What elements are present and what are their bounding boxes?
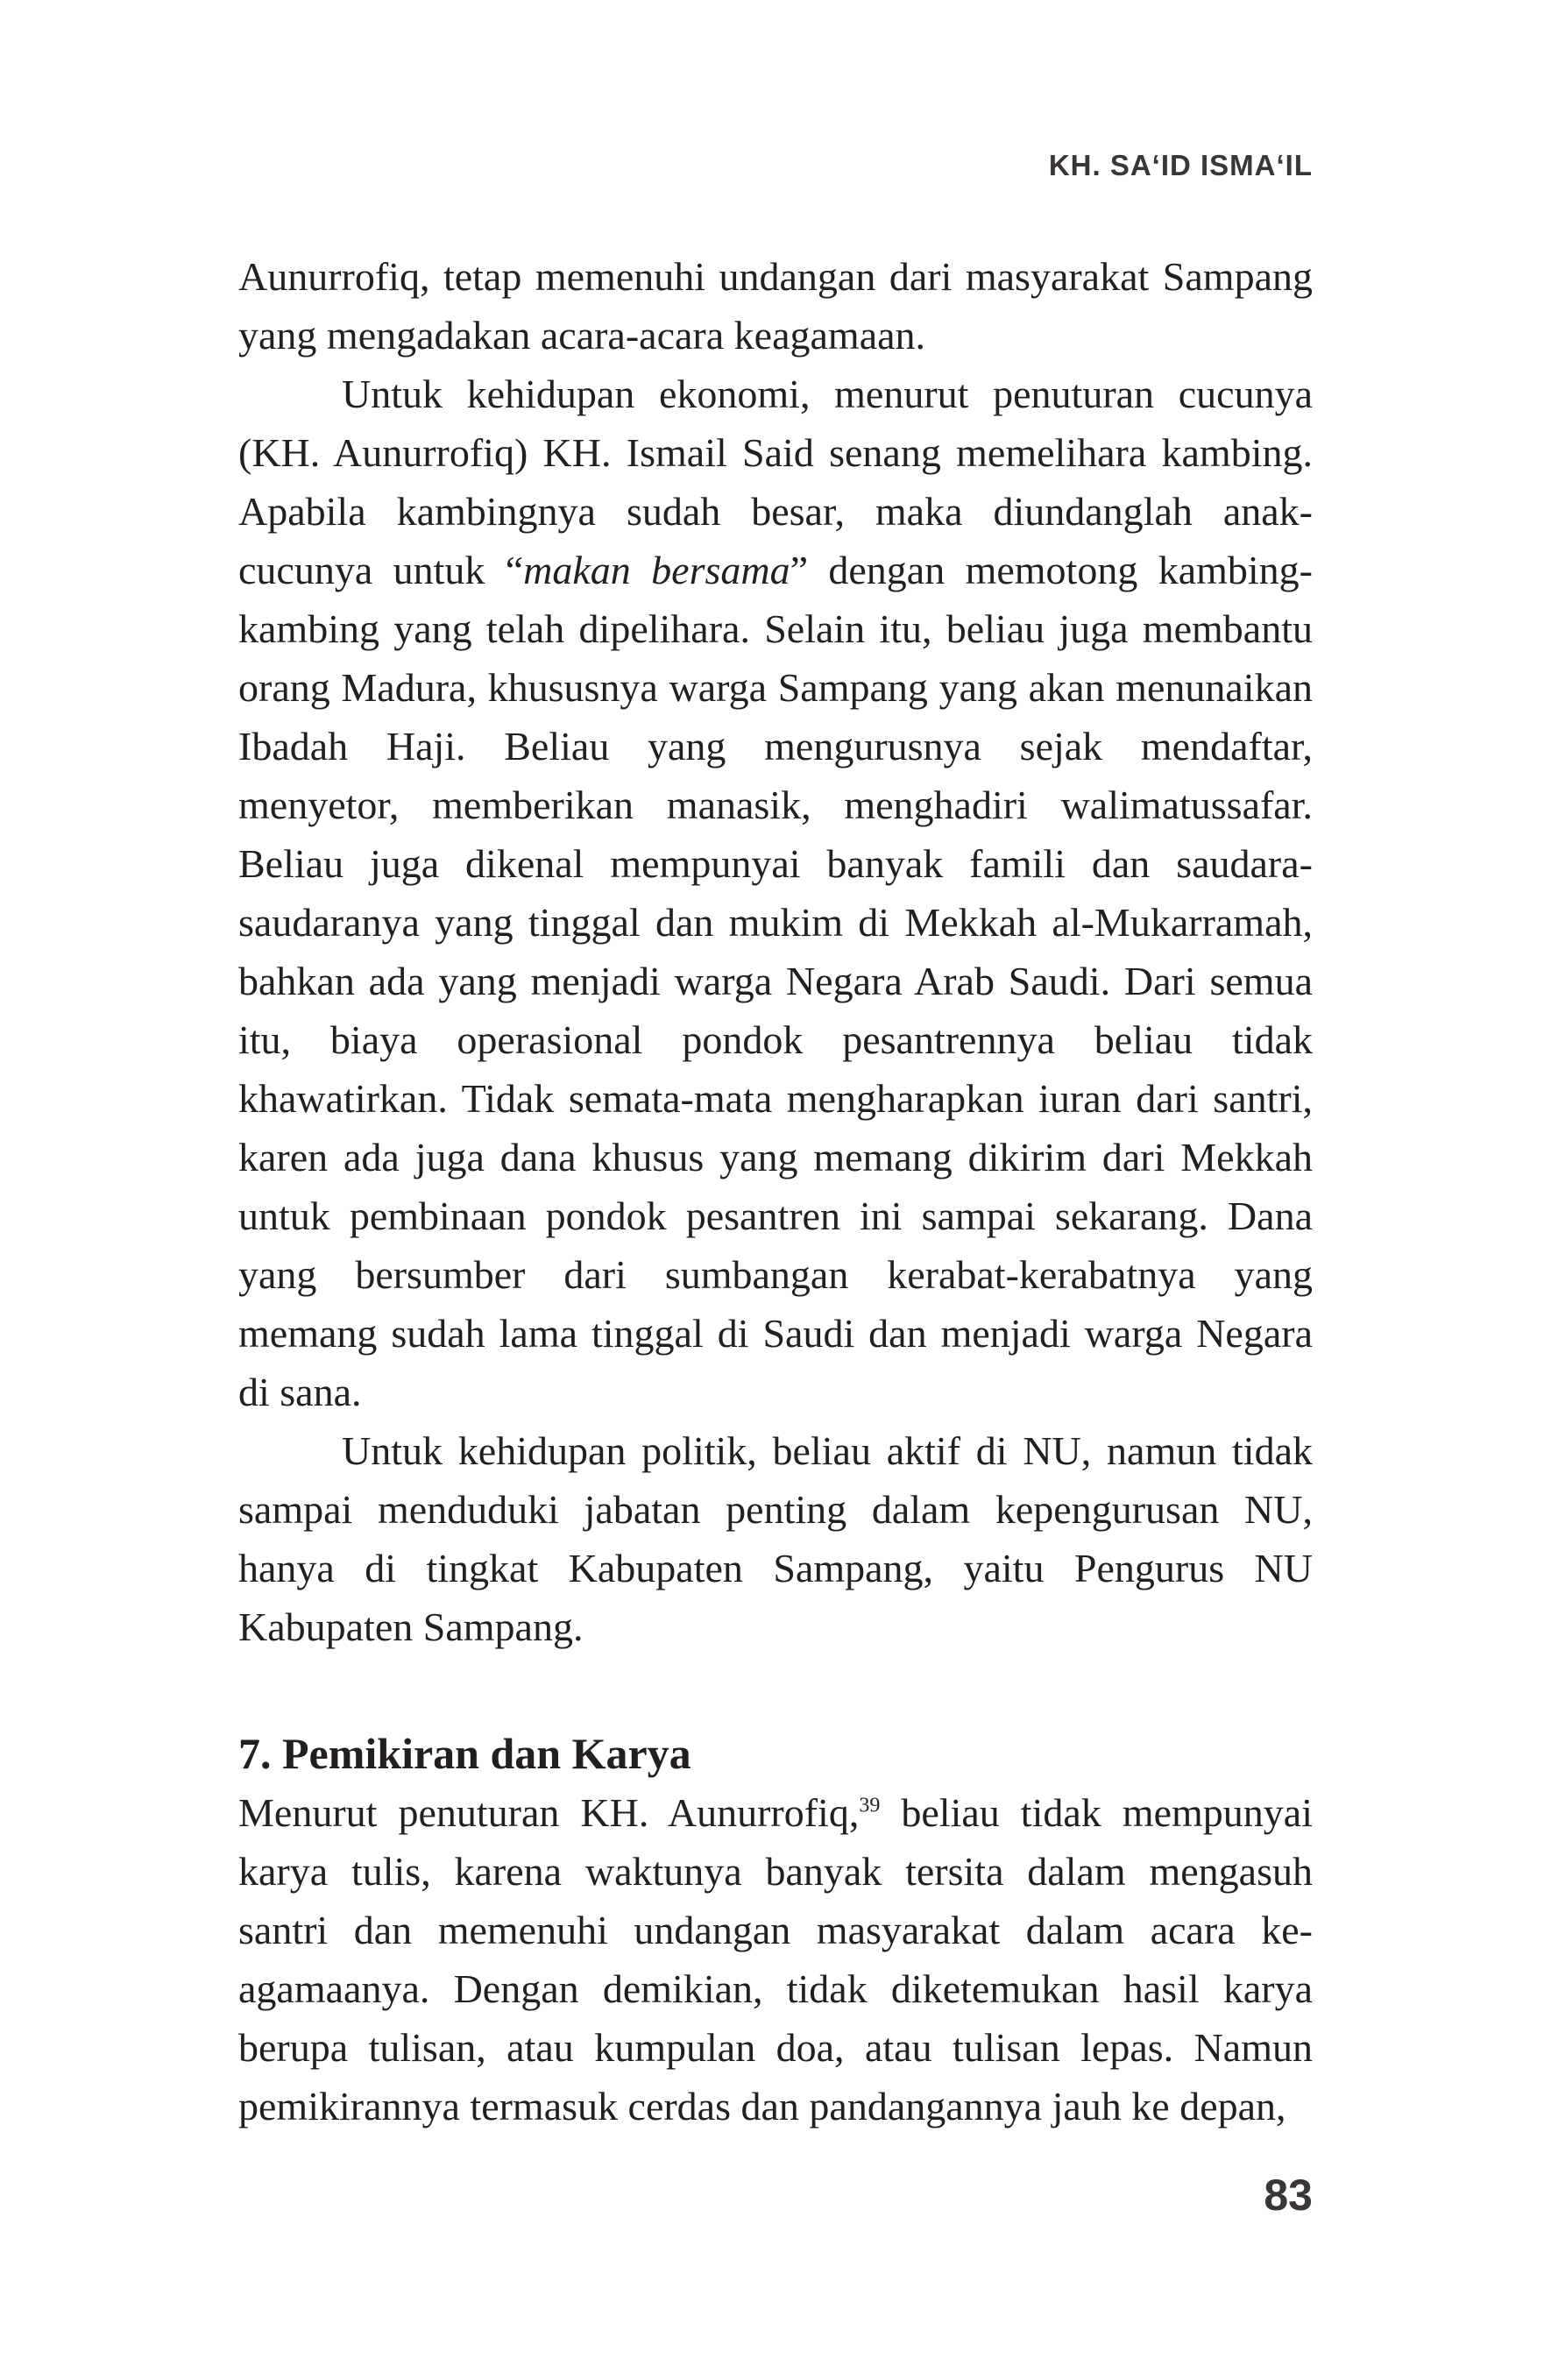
running-head: KH. SA‘ID ISMA‘IL [1048,149,1313,181]
paragraph-4-text-a: Menurut penuturan KH. Aunurrofiq, [238,1790,860,1835]
paragraph-1: Aunurrofiq, tetap memenuhi undangan dari masyarakat Sampang yang mengadakan acara-acara keagamaan. [238,254,1313,358]
page-body [238,247,1313,2136]
paragraph-4 [238,1783,1313,2136]
paragraph-4-text-b: beliau tidak mempunyai karya tulis, karena waktunya banyak tersita dalam mengasuh santri dan memenuhi undangan masyarakat dalam acara keagamaanya. Dengan demikian, tidak diketemukan hasil karya berupa tulisan, atau kumpulan doa, atau tulisan lepas. Namun pemikirannya termasuk cerdas dan pandangannya jauh ke depan, [238,1790,1313,2129]
paragraph-3: Untuk kehidupan politik, beliau aktif di NU, namun tidak sampai menduduki jabatan penting dalam kepengurusan NU, hanya di tingkat Kabupaten Sampang, yaitu Pengurus NU Kabupaten Sampang. [238,1428,1313,1649]
paragraph-2 [238,365,1313,1421]
page-number: 83 [1264,2171,1313,2220]
paragraph-2-text-a: Untuk kehidupan ekonomi, menurut penuturan cucunya (KH. Aunurrofiq) KH. Ismail Said senang memelihara kambing. Apabila kambingnya sudah besar, maka diundanglah anak-cucunya untuk “ [238,372,1313,592]
paragraph-2-text-b: ” dengan memotong kambing-kambing yang telah dipelihara. Selain itu, beliau juga membantu orang Madura, khususnya warga Sampang yang akan menunaikan Ibadah Haji. Beliau yang mengurusnya sejak mendaftar, menyetor, memberikan manasik, menghadiri walimatussafar. Beliau juga dikenal mempunyai banyak famili dan saudara-saudaranya yang tinggal dan mukim di Mekkah al-Mukarramah, bahkan ada yang menjadi warga Negara Arab Saudi. Dari semua itu, biaya operasional pondok pesantrennya beliau tidak khawatirkan. Tidak semata-mata mengharapkan iuran dari santri, karen ada juga dana khusus yang memang dikirim dari Mekkah untuk pembinaan pondok pesantren ini sampai sekarang. Dana yang bersumber dari sumbangan kerabat-kerabatnya yang memang sudah lama tinggal di Saudi dan menjadi warga Negara di sana. [238,548,1313,1414]
section-heading: 7. Pemikiran dan Karya [238,1729,691,1778]
paragraph-2-italic: makan bersama [523,548,790,592]
footnote-marker[interactable]: 39 [859,1794,881,1817]
